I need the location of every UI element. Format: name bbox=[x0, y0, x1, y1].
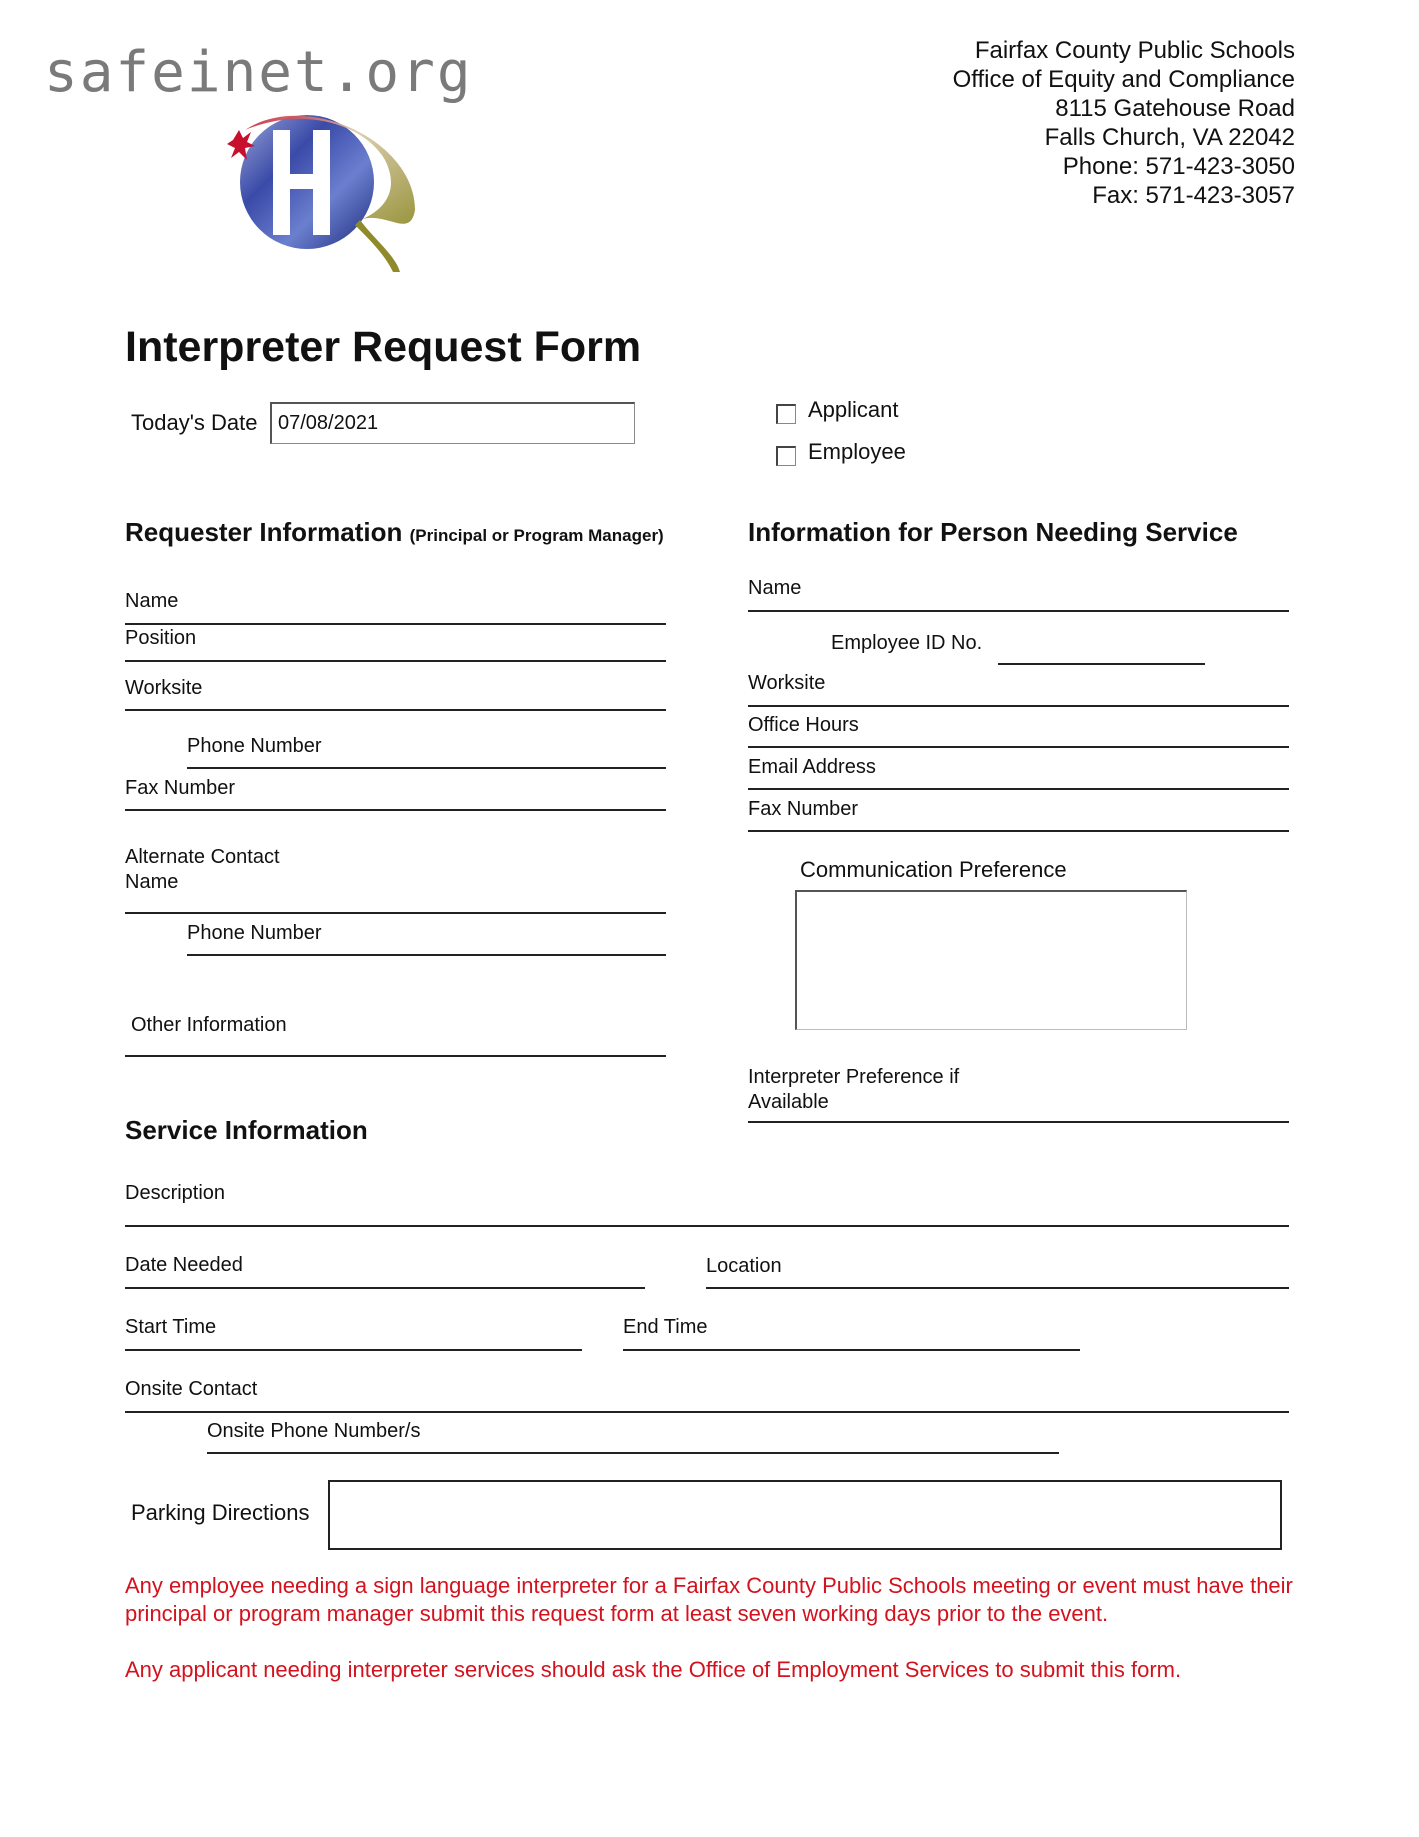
person-fax-field[interactable] bbox=[748, 830, 1289, 832]
start-time-field[interactable] bbox=[125, 1349, 582, 1351]
applicant-notice: Any applicant needing interpreter services should ask the Office of Employment Services to submit this form. bbox=[125, 1657, 1182, 1682]
date-needed-field[interactable] bbox=[125, 1287, 645, 1289]
person-name-field[interactable] bbox=[748, 610, 1289, 612]
interp-pref-label-1: Interpreter Preference if bbox=[748, 1066, 960, 1088]
form-title: Interpreter Request Form bbox=[125, 323, 642, 371]
requester-name-label: Name bbox=[125, 590, 179, 612]
date-needed-label: Date Needed bbox=[125, 1254, 243, 1276]
employee-label: Employee bbox=[808, 439, 906, 464]
comm-pref-label: Communication Preference bbox=[800, 857, 1067, 882]
onsite-phone-label: Onsite Phone Number/s bbox=[207, 1420, 421, 1442]
email-field[interactable] bbox=[748, 788, 1289, 790]
person-worksite-field[interactable] bbox=[748, 705, 1289, 707]
requester-position-label: Position bbox=[125, 627, 197, 649]
end-time-field[interactable] bbox=[623, 1349, 1080, 1351]
requester-heading-text: Requester Information bbox=[125, 517, 403, 547]
other-info-field[interactable] bbox=[125, 1055, 666, 1057]
org-address bbox=[953, 36, 1295, 210]
org-street: 8115 Gatehouse Road bbox=[1055, 95, 1295, 122]
person-worksite-label: Worksite bbox=[748, 672, 826, 694]
interp-pref-label-2: Available bbox=[748, 1091, 829, 1113]
end-time-label: End Time bbox=[623, 1316, 708, 1338]
applicant-checkbox[interactable] bbox=[776, 404, 796, 424]
watermark: safeinet.org bbox=[44, 40, 473, 105]
org-phone: Phone: 571-423-3050 bbox=[1062, 153, 1295, 180]
office-hours-field[interactable] bbox=[748, 746, 1289, 748]
person-heading: Information for Person Needing Service bbox=[748, 517, 1238, 547]
start-time-label: Start Time bbox=[125, 1316, 217, 1338]
requester-fax-label: Fax Number bbox=[125, 777, 236, 799]
todays-date-field[interactable]: 07/08/2021 bbox=[270, 402, 635, 444]
requester-worksite-label: Worksite bbox=[125, 677, 203, 699]
description-label: Description bbox=[125, 1182, 226, 1204]
fcps-logo bbox=[225, 100, 425, 280]
requester-name-field[interactable] bbox=[125, 623, 666, 625]
person-fax-label: Fax Number bbox=[748, 798, 859, 820]
other-info-label: Other Information bbox=[131, 1014, 287, 1036]
alt-contact-name-field[interactable] bbox=[125, 912, 666, 914]
alt-phone-label: Phone Number bbox=[187, 922, 322, 944]
org-fax: Fax: 571-423-3057 bbox=[1092, 182, 1295, 209]
requester-worksite-field[interactable] bbox=[125, 709, 666, 711]
description-field[interactable] bbox=[125, 1225, 1289, 1227]
alt-contact-label-1: Alternate Contact bbox=[125, 846, 280, 868]
requester-position-field[interactable] bbox=[125, 660, 666, 662]
requester-phone-field[interactable] bbox=[187, 767, 666, 769]
todays-date-label: Today's Date bbox=[131, 410, 258, 435]
service-heading: Service Information bbox=[125, 1115, 368, 1145]
org-city: Falls Church, VA 22042 bbox=[1044, 124, 1295, 151]
interp-pref-field[interactable] bbox=[748, 1121, 1289, 1123]
email-label: Email Address bbox=[748, 756, 876, 778]
office-hours-label: Office Hours bbox=[748, 714, 859, 736]
onsite-contact-label: Onsite Contact bbox=[125, 1378, 258, 1400]
location-field[interactable] bbox=[706, 1287, 1289, 1289]
requester-heading bbox=[125, 517, 664, 548]
employee-checkbox[interactable] bbox=[776, 446, 796, 466]
onsite-contact-field[interactable] bbox=[125, 1411, 1289, 1413]
requester-phone-label: Phone Number bbox=[187, 735, 322, 757]
applicant-label: Applicant bbox=[808, 397, 899, 422]
parking-field[interactable] bbox=[328, 1480, 1282, 1550]
alt-phone-field[interactable] bbox=[187, 954, 666, 956]
org-office: Office of Equity and Compliance bbox=[952, 66, 1295, 93]
onsite-phone-field[interactable] bbox=[207, 1452, 1059, 1454]
employee-id-label: Employee ID No. bbox=[831, 632, 983, 654]
parking-label: Parking Directions bbox=[131, 1500, 310, 1525]
person-name-label: Name bbox=[748, 577, 802, 599]
org-name: Fairfax County Public Schools bbox=[974, 37, 1295, 64]
employee-id-field[interactable] bbox=[998, 663, 1205, 665]
requester-subheading: (Principal or Program Manager) bbox=[409, 526, 664, 545]
alt-contact-label-2: Name bbox=[125, 871, 179, 893]
comm-pref-field[interactable] bbox=[795, 890, 1187, 1030]
employee-notice: Any employee needing a sign language interpreter for a Fairfax County Public Schools meeting or event must have their principal or program manager submit this request form at least seven working days prior to the event. bbox=[125, 1573, 1293, 1626]
location-label: Location bbox=[706, 1255, 782, 1277]
requester-fax-field[interactable] bbox=[125, 809, 666, 811]
